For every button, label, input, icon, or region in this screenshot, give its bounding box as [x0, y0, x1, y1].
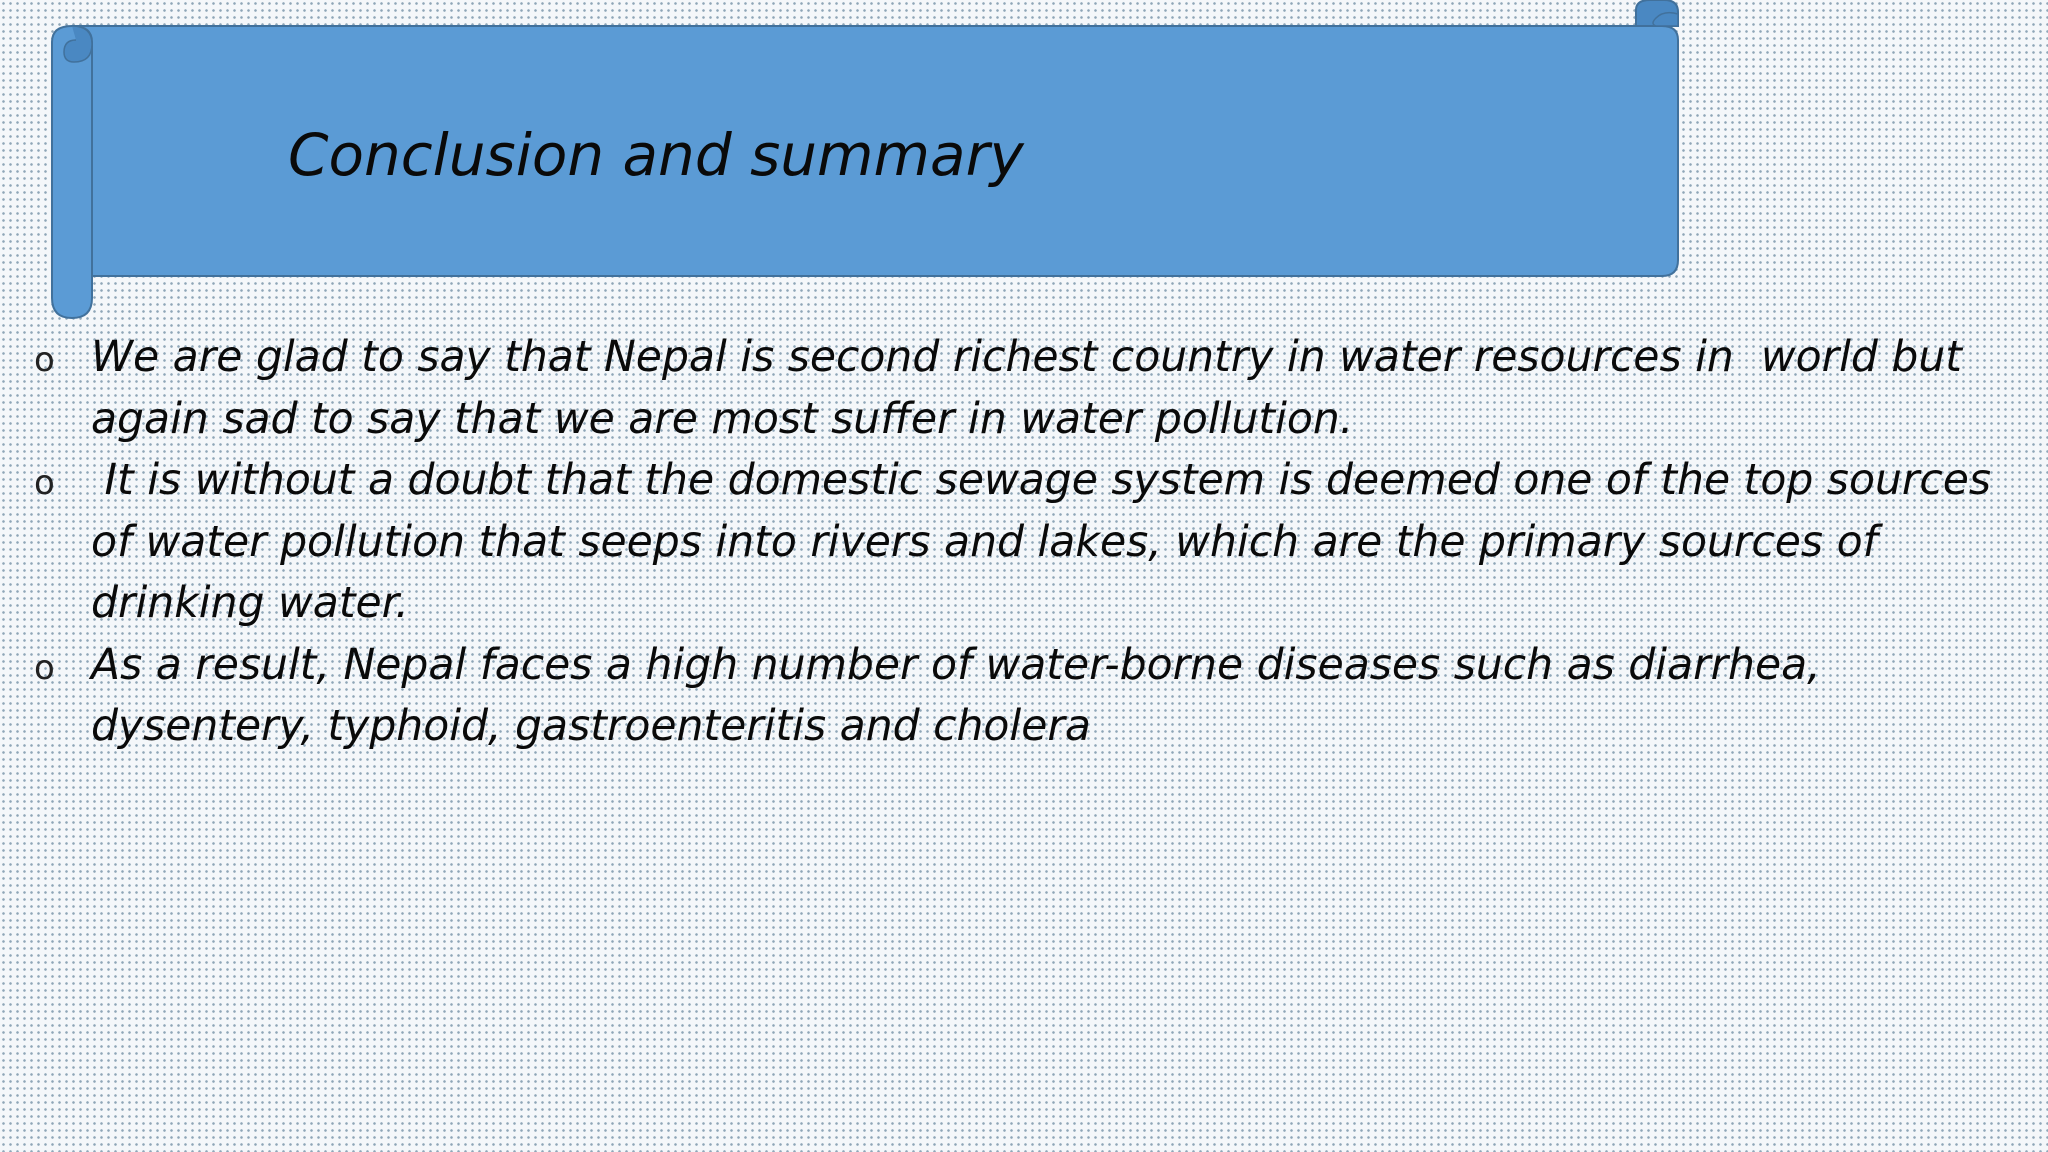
slide-title: Conclusion and summary	[288, 121, 1024, 189]
bullet-item	[30, 635, 2010, 758]
bullet-list	[30, 327, 2010, 758]
hollow-circle-bullet-icon: o	[34, 340, 55, 380]
bullet-text: It is without a doubt that the domestic sewage system is deemed one of the top sources of water pollution that seeps into rivers and lakes, which are the primary sources of drinking water.	[91, 456, 2005, 628]
bullet-item	[30, 327, 2010, 450]
hollow-circle-bullet-icon: o	[34, 463, 55, 503]
scroll-left-roll	[52, 26, 92, 318]
bullet-text: As a result, Nepal faces a high number of water-borne diseases such as diarrhea, dysentery, typhoid, gastroenteritis and cholera	[91, 640, 1835, 751]
hollow-circle-bullet-icon: o	[34, 647, 55, 688]
bullet-item	[30, 450, 2010, 635]
bullet-text: We are glad to say that Nepal is second richest country in water resources in world but again sad to say that we are most suffer in water pollution.	[91, 333, 1976, 444]
